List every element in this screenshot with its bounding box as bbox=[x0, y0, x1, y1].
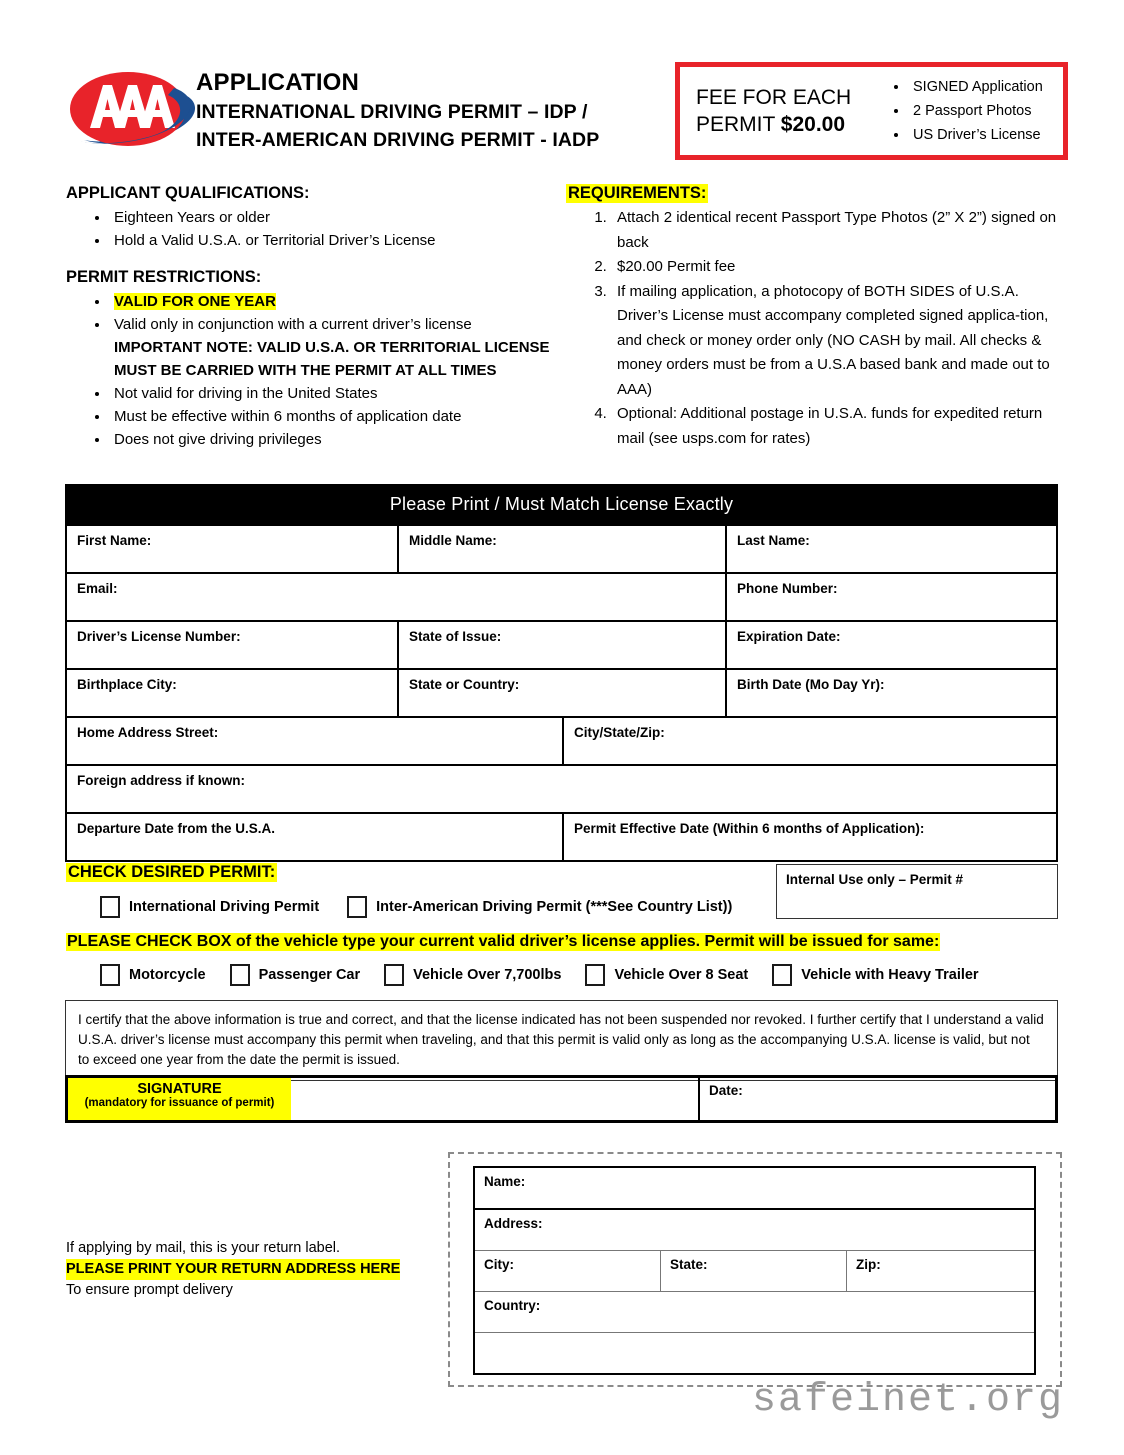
checkbox-label: Inter-American Driving Permit (***See Country List)) bbox=[376, 899, 733, 915]
field-state-of-issue[interactable]: State of Issue: bbox=[399, 622, 727, 668]
table-row bbox=[67, 812, 1056, 860]
fee-amount: $20.00 bbox=[780, 113, 846, 136]
signature-label-block bbox=[68, 1078, 291, 1120]
field-label-country[interactable]: Country: bbox=[484, 1298, 541, 1313]
return-label-note bbox=[66, 1238, 400, 1301]
field-departure-date[interactable]: Departure Date from the U.S.A. bbox=[67, 814, 564, 860]
restriction-text: Valid only in conjunction with a current driver’s license bbox=[114, 316, 472, 333]
checkbox-label: Motorcycle bbox=[129, 967, 206, 983]
restriction-highlight: VALID FOR ONE YEAR bbox=[114, 293, 276, 310]
vehicle-type-checkbox-row bbox=[100, 964, 979, 986]
page-header bbox=[0, 0, 1124, 175]
checkbox-vehicle-with-heavy-trailer[interactable] bbox=[772, 964, 978, 986]
list-item: • Does not give driving privileges bbox=[110, 428, 556, 451]
fee-label-line1: FEE FOR EACH bbox=[696, 86, 852, 109]
requirements-list bbox=[566, 206, 1061, 451]
table-row bbox=[67, 668, 1056, 716]
field-birth-date[interactable]: Birth Date (Mo Day Yr): bbox=[737, 677, 885, 692]
internal-use-label: Internal Use only – Permit # bbox=[786, 872, 964, 887]
field-middle-name[interactable]: Middle Name: bbox=[399, 526, 727, 572]
list-item: 3. If mailing application, a photocopy of BOTH SIDES of U.S.A. Driver’s License must accompany completed signed applica-tion, and check or money order only (NO CASH by mail. All checks & money orders must be from a U.S.A based bank and made out to AAA) bbox=[611, 280, 1061, 403]
checkbox-icon[interactable] bbox=[772, 964, 792, 986]
list-item: • Not valid for driving in the United States bbox=[110, 382, 556, 405]
field-label-blank[interactable] bbox=[475, 1333, 1034, 1373]
fee-label bbox=[680, 84, 871, 138]
checkbox-label: Passenger Car bbox=[258, 967, 361, 983]
page-subtitle-line1: INTERNATIONAL DRIVING PERMIT – IDP / bbox=[196, 101, 588, 123]
table-row bbox=[475, 1251, 1034, 1292]
fee-requirements-list bbox=[871, 75, 1043, 147]
watermark: safeinet.org bbox=[752, 1378, 1065, 1423]
list-item: 2. $20.00 Permit fee bbox=[611, 255, 1061, 280]
field-state-or-country[interactable]: State or Country: bbox=[399, 670, 727, 716]
permit-restrictions-heading: PERMIT RESTRICTIONS: bbox=[66, 268, 262, 286]
checkbox-vehicle-over-8-seat[interactable] bbox=[585, 964, 748, 986]
title-block bbox=[196, 68, 599, 154]
signature-row bbox=[65, 1075, 1058, 1123]
list-item: • Hold a Valid U.S.A. or Territorial Driver’s License bbox=[110, 229, 556, 252]
checkbox-vehicle-over-7700lbs[interactable] bbox=[384, 964, 561, 986]
field-label-state[interactable]: State: bbox=[661, 1251, 847, 1291]
checkbox-inter-american-driving-permit[interactable] bbox=[347, 896, 732, 918]
checkbox-international-driving-permit[interactable] bbox=[100, 896, 319, 918]
list-item bbox=[110, 290, 556, 313]
list-item bbox=[110, 313, 556, 382]
important-note-line2: MUST BE CARRIED WITH THE PERMIT AT ALL TIMES bbox=[114, 362, 497, 379]
requirements-column bbox=[566, 184, 1061, 451]
checkbox-icon[interactable] bbox=[100, 896, 120, 918]
fee-label-line2: PERMIT bbox=[696, 113, 781, 136]
table-row bbox=[67, 716, 1056, 764]
list-item: 1. Attach 2 identical recent Passport Type Photos (2” X 2”) signed on back bbox=[611, 206, 1061, 255]
table-row bbox=[67, 620, 1056, 668]
field-home-address[interactable]: Home Address Street: bbox=[67, 718, 564, 764]
signature-label: SIGNATURE bbox=[137, 1081, 222, 1097]
aaa-logo bbox=[62, 55, 202, 160]
applicant-form-table bbox=[65, 484, 1058, 862]
table-row bbox=[475, 1210, 1034, 1251]
field-birthplace-city[interactable]: Birthplace City: bbox=[67, 670, 399, 716]
permit-type-checkbox-row bbox=[100, 896, 732, 918]
applicant-qualifications-list bbox=[66, 206, 556, 252]
field-first-name[interactable]: First Name: bbox=[67, 526, 399, 572]
vehicle-type-heading: PLEASE CHECK BOX of the vehicle type your current valid driver’s license applies. Permit will be issued for same: bbox=[67, 933, 940, 950]
return-address-label-table bbox=[473, 1166, 1036, 1375]
checkbox-label: Vehicle Over 7,700lbs bbox=[413, 967, 562, 983]
list-item: • Eighteen Years or older bbox=[110, 206, 556, 229]
fee-box bbox=[675, 62, 1068, 160]
field-last-name[interactable]: Last Name: bbox=[737, 533, 810, 548]
field-expiration-date[interactable]: Expiration Date: bbox=[737, 629, 841, 644]
form-table-header: Please Print / Must Match License Exactly bbox=[67, 486, 1056, 524]
checkbox-passenger-car[interactable] bbox=[230, 964, 361, 986]
applicant-qualifications-heading: APPLICANT QUALIFICATIONS: bbox=[66, 184, 310, 202]
table-row bbox=[67, 764, 1056, 812]
signature-date-field[interactable]: Date: bbox=[709, 1083, 743, 1098]
field-permit-effective-date[interactable]: Permit Effective Date (Within 6 months of Application): bbox=[574, 821, 925, 836]
field-label-address[interactable]: Address: bbox=[484, 1216, 543, 1231]
applicant-info-column bbox=[66, 184, 556, 467]
checkbox-label: Vehicle Over 8 Seat bbox=[614, 967, 749, 983]
table-row bbox=[475, 1168, 1034, 1210]
checkbox-icon[interactable] bbox=[384, 964, 404, 986]
internal-use-permit-number-box[interactable] bbox=[776, 864, 1058, 919]
requirements-heading: REQUIREMENTS: bbox=[568, 184, 707, 202]
field-phone-number[interactable]: Phone Number: bbox=[737, 581, 838, 596]
page-title: APPLICATION bbox=[196, 69, 360, 96]
list-item: • US Driver’s License bbox=[909, 123, 1043, 147]
field-email[interactable]: Email: bbox=[67, 574, 727, 620]
check-desired-permit-heading: CHECK DESIRED PERMIT: bbox=[68, 863, 276, 881]
table-row bbox=[475, 1333, 1034, 1373]
return-note-line1: If applying by mail, this is your return label. bbox=[66, 1240, 341, 1256]
table-row bbox=[67, 524, 1056, 572]
important-note-line1: IMPORTANT NOTE: VALID U.S.A. OR TERRITORIAL LICENSE bbox=[114, 339, 550, 356]
field-city-state-zip[interactable]: City/State/Zip: bbox=[574, 725, 665, 740]
table-row bbox=[475, 1292, 1034, 1333]
checkbox-icon[interactable] bbox=[100, 964, 120, 986]
checkbox-label: Vehicle with Heavy Trailer bbox=[801, 967, 979, 983]
list-item: • Must be effective within 6 months of application date bbox=[110, 405, 556, 428]
certification-statement: I certify that the above information is true and correct, and that the license indicated has not been suspended nor revoked. I further certify that I understand a valid U.S.A. driver’s license must accompany this permit when traveling, and that this permit is valid only as long as the accompanying U.S.A. license is valid, but not to exceed one year from the date the permit is issued. bbox=[65, 1000, 1058, 1081]
checkbox-icon[interactable] bbox=[347, 896, 367, 918]
table-row bbox=[67, 572, 1056, 620]
list-item: • SIGNED Application bbox=[909, 75, 1043, 99]
field-label-city[interactable]: City: bbox=[475, 1251, 661, 1291]
signature-sublabel: (mandatory for issuance of permit) bbox=[84, 1097, 275, 1109]
permit-restrictions-list bbox=[66, 290, 556, 451]
field-license-number[interactable]: Driver’s License Number: bbox=[67, 622, 399, 668]
checkbox-motorcycle[interactable] bbox=[100, 964, 206, 986]
checkbox-icon[interactable] bbox=[585, 964, 605, 986]
list-item: • 2 Passport Photos bbox=[909, 99, 1043, 123]
field-foreign-address[interactable]: Foreign address if known: bbox=[77, 773, 246, 788]
return-note-highlight: PLEASE PRINT YOUR RETURN ADDRESS HERE bbox=[66, 1259, 400, 1280]
field-label-name[interactable]: Name: bbox=[484, 1174, 526, 1189]
return-note-line3: To ensure prompt delivery bbox=[66, 1282, 233, 1298]
page-subtitle-line2: INTER-AMERICAN DRIVING PERMIT - IADP bbox=[196, 129, 600, 151]
checkbox-label: International Driving Permit bbox=[129, 899, 320, 915]
checkbox-icon[interactable] bbox=[230, 964, 250, 986]
list-item: 4. Optional: Additional postage in U.S.A. funds for expedited return mail (see usps.com for rates) bbox=[611, 402, 1061, 451]
signature-input-area[interactable] bbox=[291, 1078, 700, 1120]
field-label-zip[interactable]: Zip: bbox=[856, 1257, 881, 1272]
